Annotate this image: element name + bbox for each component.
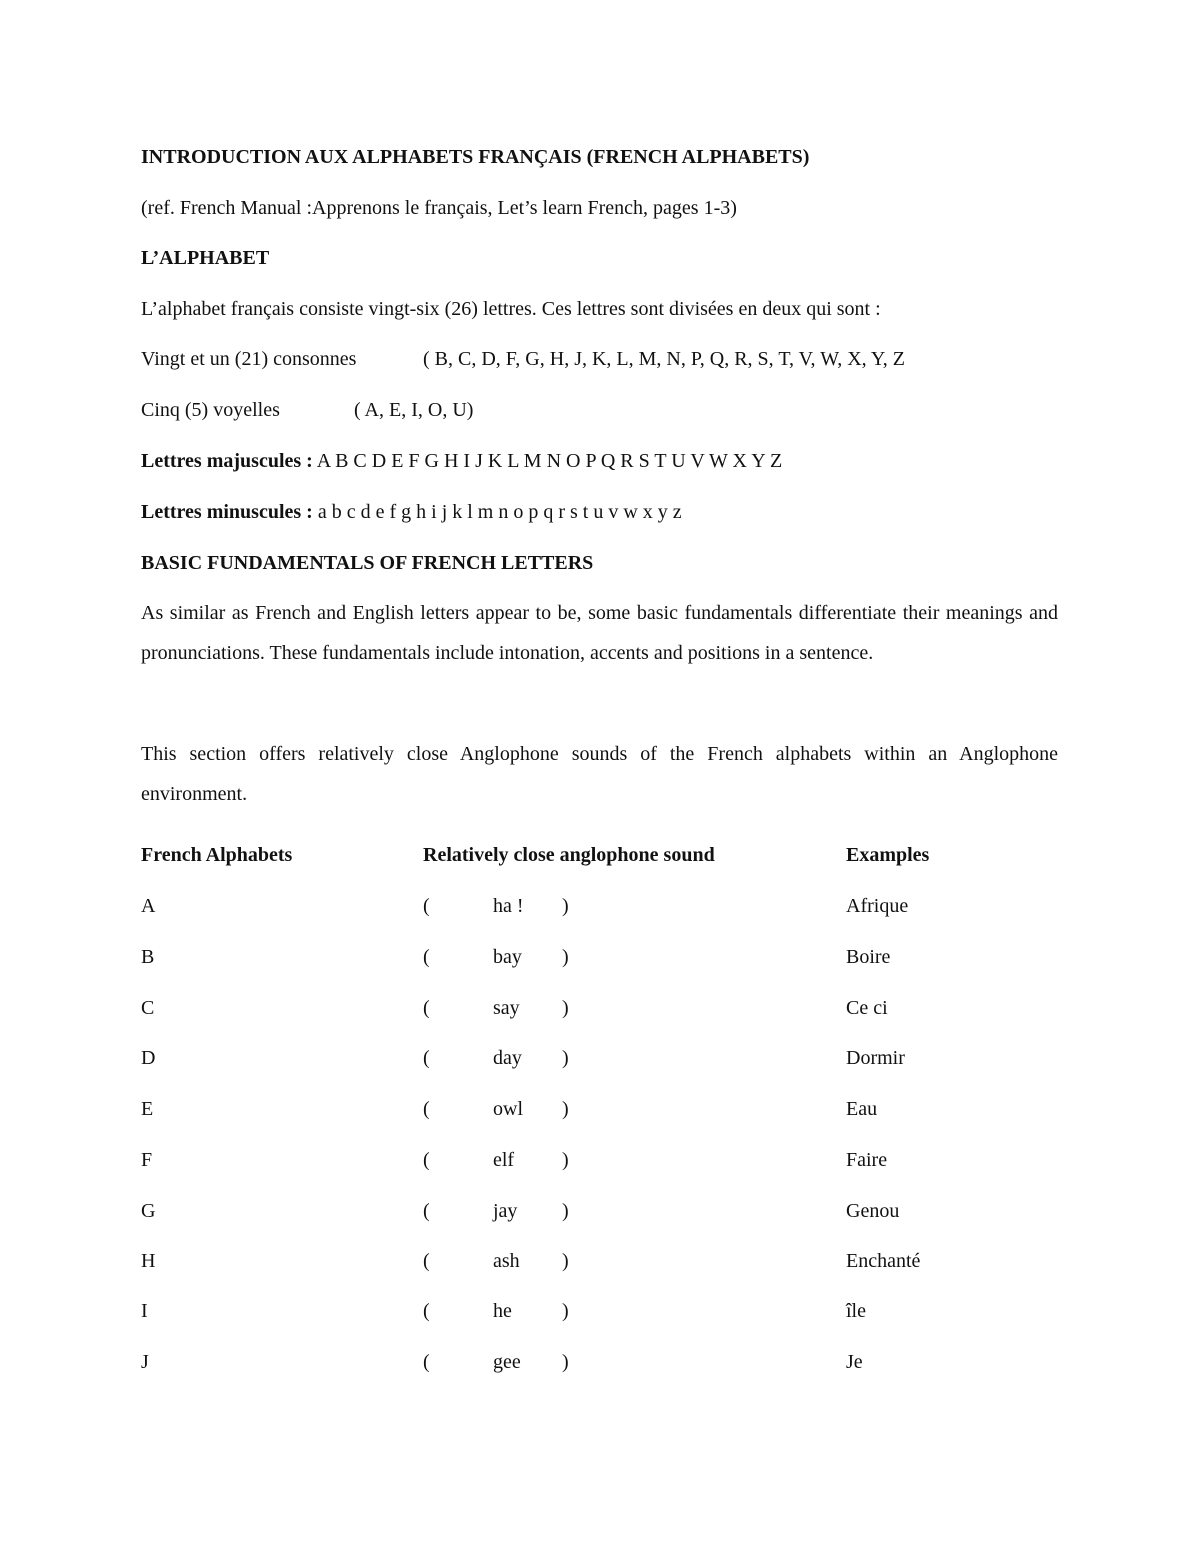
- row-letter: F: [141, 1149, 153, 1171]
- row-letter: C: [141, 997, 155, 1019]
- row-sound: ash: [493, 1250, 520, 1272]
- row-letter: G: [141, 1200, 156, 1222]
- close-paren: ): [562, 1149, 569, 1171]
- row-sound: ha !: [493, 895, 524, 917]
- close-paren: ): [562, 946, 569, 968]
- open-paren: (: [423, 1149, 430, 1171]
- vowels-line: [0, 398, 1200, 422]
- table-row: [0, 1350, 1200, 1374]
- row-sound: elf: [493, 1149, 515, 1171]
- intro-sentence: L’alphabet français consiste vingt-six (26) lettres. Ces lettres sont divisées en deux qui sont :: [141, 298, 881, 320]
- table-row: [0, 1097, 1200, 1121]
- close-paren: ): [562, 1351, 569, 1373]
- consonants-label: Vingt et un (21) consonnes: [141, 348, 357, 370]
- reference-line: (ref. French Manual :Apprenons le français, Let’s learn French, pages 1-3): [141, 197, 737, 219]
- table-row: [0, 996, 1200, 1020]
- uppercase-letters: A B C D E F G H I J K L M N O P Q R S T U V W X Y Z: [316, 450, 783, 472]
- row-example: Afrique: [846, 895, 909, 917]
- row-letter: I: [141, 1300, 148, 1322]
- row-example: île: [846, 1300, 866, 1322]
- row-sound: owl: [493, 1098, 523, 1120]
- open-paren: (: [423, 895, 430, 917]
- paragraph-fundamentals: As similar as French and English letters appear to be, some basic fundamentals differentiate their meanings and pronunciations. These fundamentals include intonation, accents and positions in a sentence.: [141, 602, 1058, 664]
- open-paren: (: [423, 1200, 430, 1222]
- row-sound: say: [493, 997, 520, 1019]
- consonants-list: ( B, C, D, F, G, H, J, K, L, M, N, P, Q, R, S, T, V, W, X, Y, Z: [423, 348, 906, 370]
- row-letter: E: [141, 1098, 154, 1120]
- consonants-line: [0, 347, 1200, 371]
- close-paren: ): [562, 997, 569, 1019]
- section-heading-fundamentals: BASIC FUNDAMENTALS OF FRENCH LETTERS: [141, 552, 594, 574]
- lowercase-line: [141, 500, 682, 524]
- row-letter: B: [141, 946, 155, 968]
- vowels-label: Cinq (5) voyelles: [141, 399, 280, 421]
- row-example: Je: [846, 1351, 863, 1373]
- close-paren: ): [562, 1047, 569, 1069]
- row-letter: A: [141, 895, 156, 917]
- close-paren: ): [562, 1098, 569, 1120]
- row-sound: bay: [493, 946, 522, 968]
- open-paren: (: [423, 946, 430, 968]
- table-row: [0, 894, 1200, 918]
- section-heading-alphabet: L’ALPHABET: [141, 247, 270, 269]
- lowercase-letters: a b c d e f g h i j k l m n o p q r s t u v w x y z: [317, 501, 682, 523]
- uppercase-label: Lettres majuscules :: [141, 450, 313, 472]
- open-paren: (: [423, 1351, 430, 1373]
- row-letter: J: [141, 1351, 149, 1373]
- row-example: Enchanté: [846, 1250, 921, 1272]
- row-letter: H: [141, 1250, 156, 1272]
- header-french-alphabets: French Alphabets: [141, 844, 293, 866]
- row-sound: gee: [493, 1351, 521, 1373]
- header-examples: Examples: [846, 844, 930, 866]
- close-paren: ): [562, 1300, 569, 1322]
- table-row: [0, 1249, 1200, 1273]
- header-anglophone-sound: Relatively close anglophone sound: [423, 844, 715, 866]
- close-paren: ): [562, 895, 569, 917]
- table-row: [0, 1199, 1200, 1223]
- row-sound: jay: [493, 1200, 518, 1222]
- paragraph-section-offer: This section offers relatively close Anglophone sounds of the French alphabets within an Anglophone environment.: [141, 743, 1058, 805]
- row-letter: D: [141, 1047, 156, 1069]
- row-example: Eau: [846, 1098, 878, 1120]
- table-row: [0, 1046, 1200, 1070]
- lowercase-label: Lettres minuscules :: [141, 501, 313, 523]
- uppercase-line: [141, 449, 782, 473]
- document-title: INTRODUCTION AUX ALPHABETS FRANÇAIS (FRENCH ALPHABETS): [141, 146, 810, 168]
- row-sound: day: [493, 1047, 522, 1069]
- row-example: Genou: [846, 1200, 900, 1222]
- vowels-list: ( A, E, I, O, U): [354, 399, 474, 421]
- close-paren: ): [562, 1200, 569, 1222]
- open-paren: (: [423, 1098, 430, 1120]
- open-paren: (: [423, 1047, 430, 1069]
- row-example: Faire: [846, 1149, 888, 1171]
- row-example: Ce ci: [846, 997, 888, 1019]
- row-sound: he: [493, 1300, 512, 1322]
- table-row: [0, 945, 1200, 969]
- row-example: Boire: [846, 946, 891, 968]
- open-paren: (: [423, 997, 430, 1019]
- row-example: Dormir: [846, 1047, 905, 1069]
- open-paren: (: [423, 1250, 430, 1272]
- table-row: [0, 1299, 1200, 1323]
- table-row: [0, 1148, 1200, 1172]
- open-paren: (: [423, 1300, 430, 1322]
- close-paren: ): [562, 1250, 569, 1272]
- table-header: [0, 843, 1200, 867]
